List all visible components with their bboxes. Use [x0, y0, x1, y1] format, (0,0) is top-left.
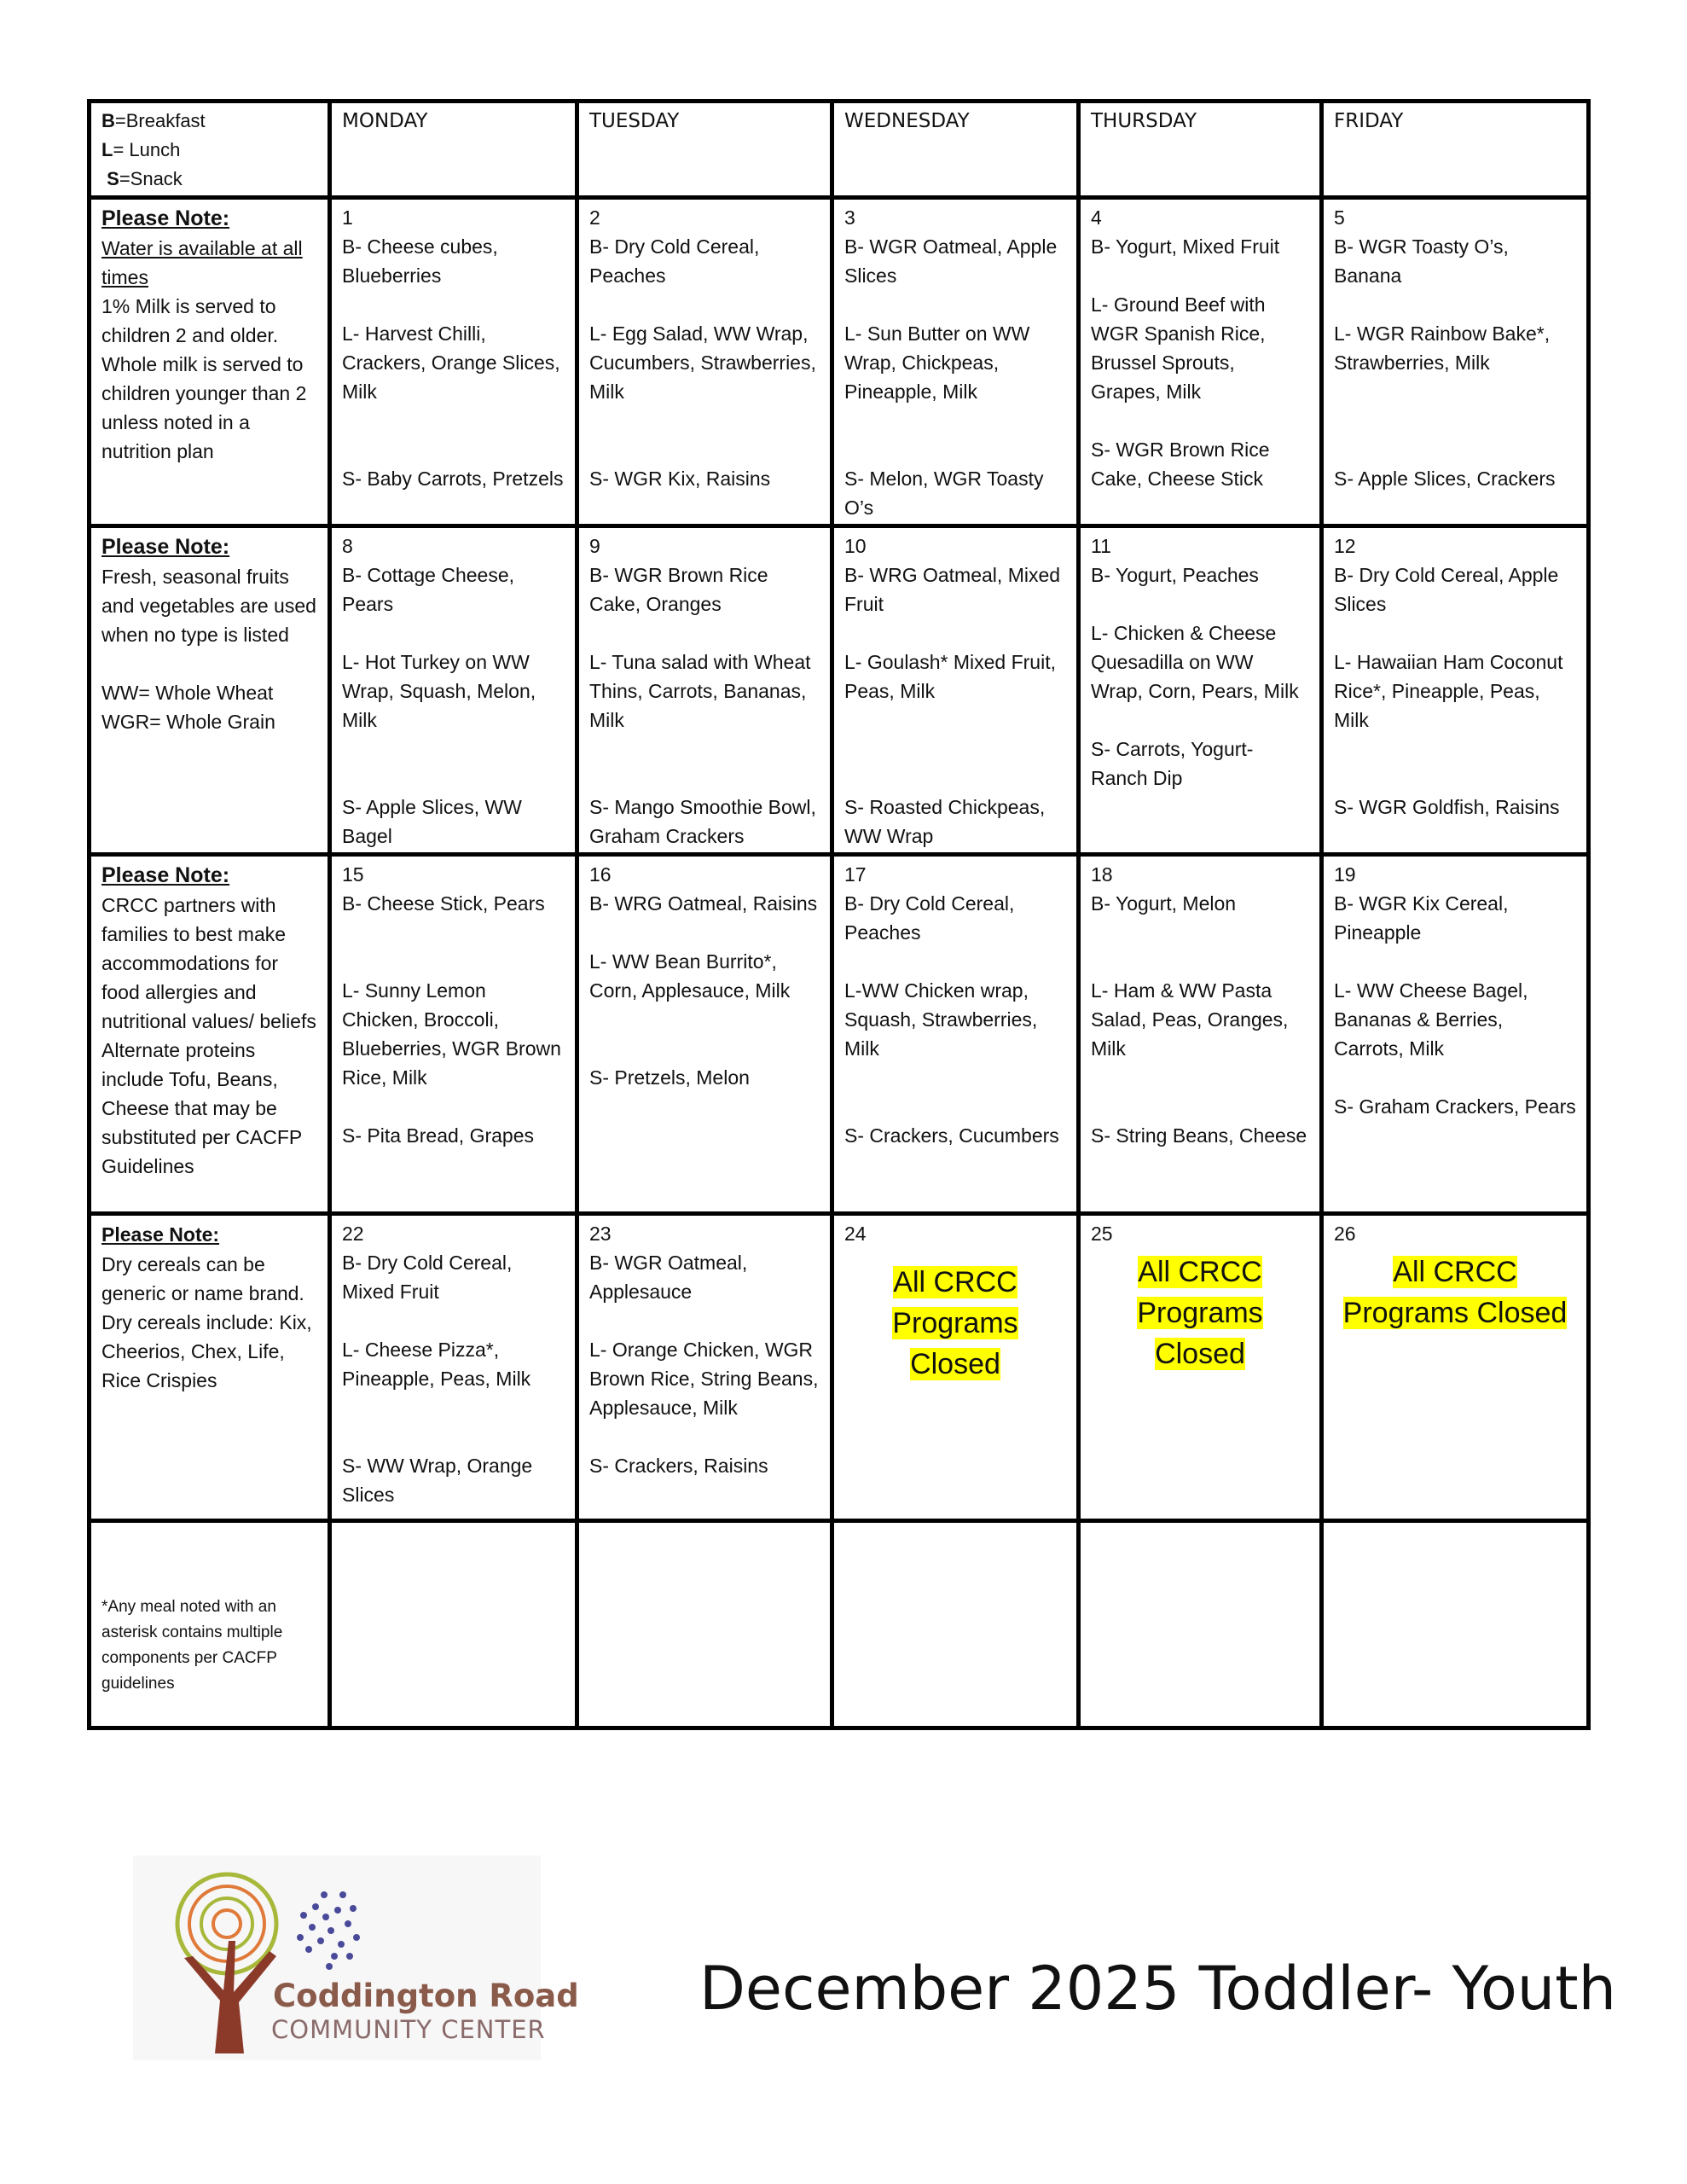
day-cell	[1079, 526, 1322, 855]
note-cell	[90, 855, 330, 1214]
breakfast-item: B- WGR Kix Cereal, Pineapple	[1334, 892, 1509, 944]
breakfast-item: B- Cottage Cheese, Pears	[342, 564, 515, 615]
footnote-row	[90, 1521, 1589, 1728]
day-cell	[577, 198, 832, 526]
note-title: Please Note:	[101, 206, 230, 230]
day-header-wednesday: WEDNESDAY	[832, 102, 1079, 198]
lunch-item: L- Ground Beef with WGR Spanish Rice, Brussel Sprouts, Grapes, Milk	[1091, 293, 1266, 403]
empty-cell	[1079, 1521, 1322, 1728]
note-title: Please Note:	[101, 535, 230, 559]
snack-item: S- Carrots, Yogurt-Ranch Dip	[1091, 738, 1254, 789]
lunch-item: L- WW Cheese Bagel, Bananas & Berries, Carrots, Milk	[1334, 979, 1528, 1060]
note-title: Please Note:	[101, 1223, 220, 1246]
legend-breakfast: B=Breakfast	[101, 110, 206, 131]
day-cell	[1079, 855, 1322, 1214]
week-row	[90, 855, 1589, 1214]
day-header-monday: MONDAY	[330, 102, 577, 198]
day-cell	[1079, 1214, 1322, 1521]
closed-notice: All CRCC Programs Closed	[892, 1266, 1018, 1380]
empty-cell	[1322, 1521, 1589, 1728]
snack-item: S- Pretzels, Melon	[589, 1066, 750, 1089]
snack-item: S- Roasted Chickpeas, WW Wrap	[844, 796, 1046, 847]
breakfast-item: B- Yogurt, Peaches	[1091, 564, 1259, 586]
breakfast-item: B- WGR Oatmeal, Applesauce	[589, 1252, 748, 1303]
breakfast-item: B- Yogurt, Melon	[1091, 892, 1237, 915]
note-line: WGR= Whole Grain	[101, 711, 275, 733]
lunch-item: L- Tuna salad with Wheat Thins, Carrots, Bananas, Milk	[589, 651, 811, 731]
day-number: 19	[1334, 863, 1356, 886]
day-cell	[1322, 526, 1589, 855]
meal-legend	[90, 102, 330, 198]
snack-item: S- Mango Smoothie Bowl, Graham Crackers	[589, 796, 816, 847]
closed-notice: All CRCC Programs Closed	[1342, 1256, 1568, 1329]
lunch-item: L- Orange Chicken, WGR Brown Rice, String Beans, Applesauce, Milk	[589, 1339, 819, 1419]
note-cell	[90, 1214, 330, 1521]
day-cell	[577, 855, 832, 1214]
note-line: Dry cereals can be generic or name brand. Dry cereals include: Kix, Cheerios, Chex, Life, Rice Crispies	[101, 1253, 312, 1391]
header-row	[90, 102, 1589, 198]
snack-item: S- Melon, WGR Toasty O’s	[844, 468, 1044, 519]
snack-item: S- WGR Goldfish, Raisins	[1334, 796, 1560, 818]
day-header-friday: FRIDAY	[1322, 102, 1589, 198]
day-cell	[330, 855, 577, 1214]
snack-item: S- WGR Kix, Raisins	[589, 468, 771, 490]
breakfast-item: B- WRG Oatmeal, Mixed Fruit	[844, 564, 1061, 615]
asterisk-footnote: *Any meal noted with an asterisk contains multiple components per CACFP guidelines	[101, 1598, 283, 1693]
note-line: Alternate proteins include Tofu, Beans, Cheese that may be substituted per CACFP Guidelines	[101, 1039, 302, 1177]
week-row	[90, 198, 1589, 526]
lunch-item: L- Cheese Pizza*, Pineapple, Peas, Milk	[342, 1339, 531, 1390]
lunch-item: L- Chicken & Cheese Quesadilla on WW Wrap, Corn, Pears, Milk	[1091, 622, 1299, 702]
day-cell	[832, 855, 1079, 1214]
breakfast-item: B- Dry Cold Cereal, Peaches	[589, 235, 760, 287]
snack-item: S- Crackers, Cucumbers	[844, 1124, 1059, 1147]
breakfast-item: B- WRG Oatmeal, Raisins	[589, 892, 818, 915]
day-number: 24	[844, 1223, 867, 1245]
day-cell	[577, 1214, 832, 1521]
day-number: 2	[589, 206, 600, 229]
day-number: 18	[1091, 863, 1113, 886]
lunch-item: L- WW Bean Burrito*, Corn, Applesauce, Milk	[589, 950, 791, 1002]
snack-item: S- Baby Carrots, Pretzels	[342, 468, 564, 490]
day-cell	[1322, 855, 1589, 1214]
day-cell	[832, 198, 1079, 526]
snack-item: S- Apple Slices, Crackers	[1334, 468, 1556, 490]
day-header-tuesday: TUESDAY	[577, 102, 832, 198]
note-line: 1% Milk is served to children 2 and older. Whole milk is served to children younger than 2 unless noted in a nutrition plan	[101, 295, 307, 462]
note-cell	[90, 526, 330, 855]
week-row	[90, 1214, 1589, 1521]
day-number: 1	[342, 206, 353, 229]
day-number: 8	[342, 535, 353, 557]
snack-item: S- Crackers, Raisins	[589, 1455, 768, 1477]
week-row	[90, 526, 1589, 855]
breakfast-item: B- Cheese Stick, Pears	[342, 892, 545, 915]
lunch-item: L- Egg Salad, WW Wrap, Cucumbers, Strawberries, Milk	[589, 322, 816, 403]
day-number: 26	[1334, 1223, 1356, 1245]
day-cell	[832, 526, 1079, 855]
snack-item: S- Graham Crackers, Pears	[1334, 1095, 1576, 1118]
breakfast-item: B- WGR Brown Rice Cake, Oranges	[589, 564, 768, 615]
lunch-item: L- Harvest Chilli, Crackers, Orange Slices, Milk	[342, 322, 560, 403]
lunch-item: L- Ham & WW Pasta Salad, Peas, Oranges, Milk	[1091, 979, 1289, 1060]
lunch-item: L- Goulash* Mixed Fruit, Peas, Milk	[844, 651, 1056, 702]
day-number: 25	[1091, 1223, 1113, 1245]
lunch-item: L- Sunny Lemon Chicken, Broccoli, Blueberries, WGR Brown Rice, Milk	[342, 979, 561, 1089]
day-number: 4	[1091, 206, 1102, 229]
day-cell	[832, 1214, 1079, 1521]
day-cell	[330, 526, 577, 855]
empty-cell	[330, 1521, 577, 1728]
snack-item: S- WW Wrap, Orange Slices	[342, 1455, 533, 1506]
day-header-thursday: THURSDAY	[1079, 102, 1322, 198]
note-line: WW= Whole Wheat	[101, 682, 274, 704]
breakfast-item: B- WGR Oatmeal, Apple Slices	[844, 235, 1058, 287]
day-number: 11	[1091, 535, 1111, 557]
lunch-item: L-WW Chicken wrap, Squash, Strawberries, Milk	[844, 979, 1038, 1060]
day-number: 12	[1334, 535, 1356, 557]
day-number: 22	[342, 1223, 364, 1245]
breakfast-item: B- Dry Cold Cereal, Peaches	[844, 892, 1015, 944]
day-number: 5	[1334, 206, 1345, 229]
day-number: 17	[844, 863, 867, 886]
lunch-item: L- Sun Butter on WW Wrap, Chickpeas, Pineapple, Milk	[844, 322, 1030, 403]
legend-snack: S=Snack	[107, 168, 183, 189]
empty-cell	[577, 1521, 832, 1728]
note-line: CRCC partners with families to best make accommodations for food allergies and nutritional values/ beliefs	[101, 894, 316, 1032]
logo-name-line1: Coddington Road	[273, 1978, 579, 2014]
day-cell	[330, 198, 577, 526]
note-title: Please Note:	[101, 863, 230, 887]
day-number: 16	[589, 863, 612, 886]
day-cell	[1079, 198, 1322, 526]
note-cell	[90, 198, 330, 526]
legend-lunch: L= Lunch	[101, 139, 181, 160]
day-cell	[577, 526, 832, 855]
day-number: 23	[589, 1223, 612, 1245]
day-number: 10	[844, 535, 867, 557]
logo-name-line2: COMMUNITY CENTER	[271, 2015, 546, 2044]
snack-item: S- Pita Bread, Grapes	[342, 1124, 534, 1147]
lunch-item: L- Hot Turkey on WW Wrap, Squash, Melon, Milk	[342, 651, 536, 731]
day-cell	[1322, 198, 1589, 526]
snack-item: S- Apple Slices, WW Bagel	[342, 796, 522, 847]
menu-calendar-table	[87, 99, 1591, 1730]
page-title: December 2025 Toddler- Youth	[699, 1954, 1616, 2024]
note-line: Water is available at all times	[101, 237, 303, 288]
footnote-cell	[90, 1521, 330, 1728]
empty-cell	[832, 1521, 1079, 1728]
day-cell	[330, 1214, 577, 1521]
breakfast-item: B- Dry Cold Cereal, Apple Slices	[1334, 564, 1559, 615]
closed-notice: All CRCC Programs Closed	[1137, 1256, 1263, 1370]
snack-item: S- WGR Brown Rice Cake, Cheese Stick	[1091, 439, 1270, 490]
note-line: Fresh, seasonal fruits and vegetables are used when no type is listed	[101, 566, 316, 646]
breakfast-item: B- Dry Cold Cereal, Mixed Fruit	[342, 1252, 513, 1303]
day-cell	[1322, 1214, 1589, 1521]
snack-item: S- String Beans, Cheese	[1091, 1124, 1307, 1147]
lunch-item: L- WGR Rainbow Bake*, Strawberries, Milk	[1334, 322, 1551, 374]
day-number: 3	[844, 206, 855, 229]
breakfast-item: B- WGR Toasty O’s, Banana	[1334, 235, 1509, 287]
lunch-item: L- Hawaiian Ham Coconut Rice*, Pineapple, Peas, Milk	[1334, 651, 1563, 731]
day-number: 15	[342, 863, 364, 886]
breakfast-item: B- Cheese cubes, Blueberries	[342, 235, 498, 287]
day-number: 9	[589, 535, 600, 557]
breakfast-item: B- Yogurt, Mixed Fruit	[1091, 235, 1280, 258]
